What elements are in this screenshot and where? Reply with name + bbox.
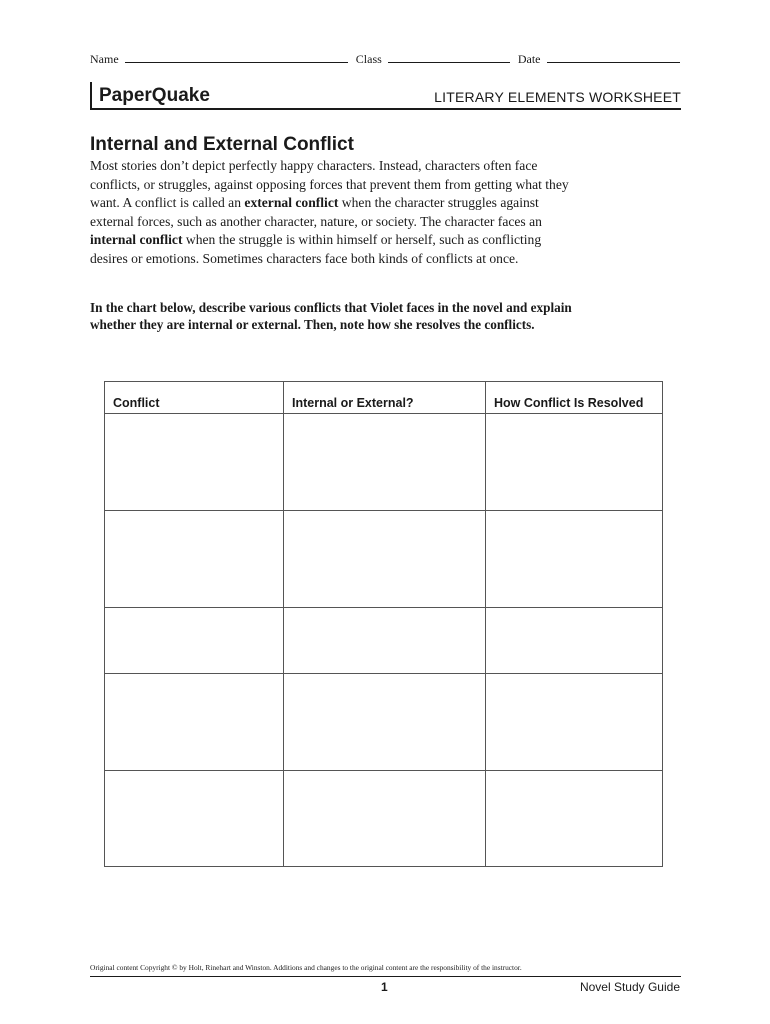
student-info-fields <box>90 52 680 67</box>
column-header-conflict: Conflict <box>113 396 160 410</box>
intro-text: when the character struggles against external forces, such as another character, nature, or society. The character faces an <box>90 195 542 229</box>
row-divider <box>105 673 662 674</box>
brand-bar <box>90 82 92 108</box>
intro-text: Most stories don’t depict perfectly happy characters. Instead, characters often face conflicts, or struggles, against opposing forces that prevent them from getting what they want. A conflict is called an <box>90 158 569 210</box>
date-field[interactable] <box>547 52 681 63</box>
class-field[interactable] <box>388 52 510 63</box>
copyright-notice: Original content Copyright © by Holt, Rinehart and Winston. Additions and changes to the original content are the responsibility of the instructor. <box>90 963 522 972</box>
term-internal-conflict: internal conflict <box>90 232 183 247</box>
header-row-divider <box>105 413 662 414</box>
page-number: 1 <box>381 980 388 994</box>
date-label: Date <box>517 52 541 66</box>
row-divider <box>105 607 662 608</box>
intro-text: when the struggle is within himself or herself, such as conflicting desires or emotions. Sometimes characters face both kinds of conflicts at once. <box>90 232 542 266</box>
guide-title: Novel Study Guide <box>579 980 680 994</box>
column-divider <box>485 382 486 866</box>
column-divider <box>283 382 284 866</box>
worksheet-header <box>90 82 681 110</box>
footer-rule <box>90 976 681 977</box>
conflict-chart <box>104 381 663 867</box>
intro-paragraph <box>90 157 580 268</box>
name-label: Name <box>90 52 119 66</box>
name-field[interactable] <box>125 52 348 63</box>
instructions: In the chart below, describe various conflicts that Violet faces in the novel and explain whether they are internal or external. Then, note how she resolves the conflicts. <box>90 300 572 332</box>
row-divider <box>105 510 662 511</box>
row-divider <box>105 770 662 771</box>
class-label: Class <box>355 52 382 66</box>
term-external-conflict: external conflict <box>244 195 339 210</box>
worksheet-title: LITERARY ELEMENTS WORKSHEET <box>434 89 681 105</box>
column-header-internal-external: Internal or External? <box>292 396 414 410</box>
page-title: Internal and External Conflict <box>90 134 354 155</box>
column-header-resolution: How Conflict Is Resolved <box>494 396 644 410</box>
brand-name: PaperQuake <box>99 85 210 106</box>
